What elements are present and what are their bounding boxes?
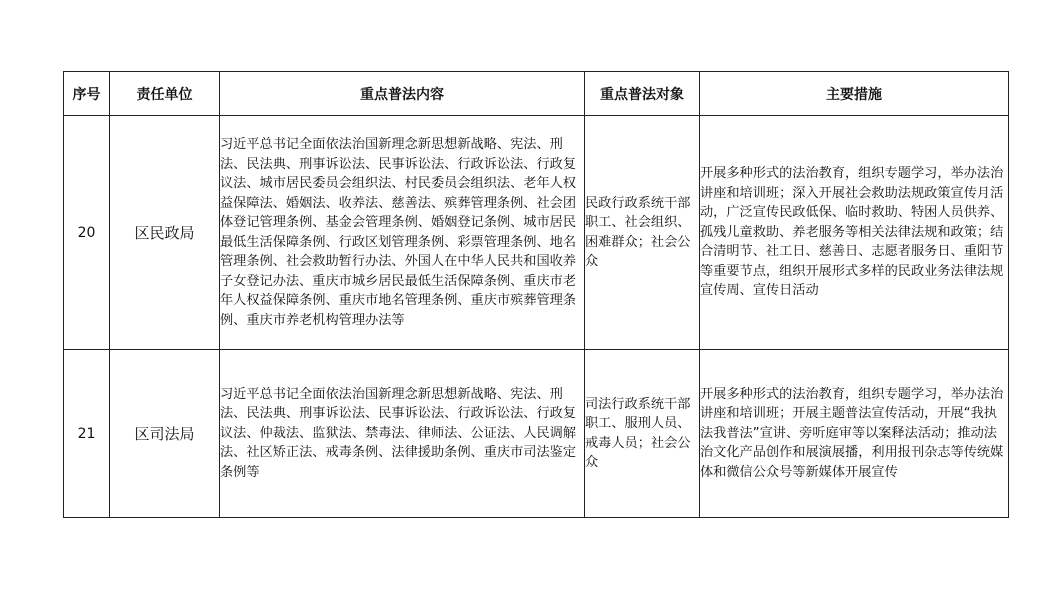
key-content-cell xyxy=(220,350,585,518)
table-header-row xyxy=(64,72,1009,116)
table-row xyxy=(64,350,1009,518)
responsible-unit: 区民政局 xyxy=(110,116,220,350)
row-number: 20 xyxy=(64,116,110,350)
law-popularization-table xyxy=(63,71,1009,518)
responsible-unit: 区司法局 xyxy=(110,350,220,518)
key-target-text: 民政行政系统干部职工、社会组织、困难群众；社会公众 xyxy=(585,195,691,269)
header-main-measures: 主要措施 xyxy=(700,72,1009,116)
header-key-content: 重点普法内容 xyxy=(220,72,585,116)
key-target-text: 司法行政系统干部职工、服刑人员、戒毒人员；社会公众 xyxy=(585,396,691,470)
key-content-cell xyxy=(220,116,585,350)
main-measures-cell xyxy=(700,116,1009,350)
row-number: 21 xyxy=(64,350,110,518)
main-measures-cell xyxy=(700,350,1009,518)
table-row xyxy=(64,116,1009,350)
key-target-cell xyxy=(585,350,700,518)
main-measures-text: 开展多种形式的法治教育，组织专题学习，举办法治讲座和培训班；开展主题普法宣传活动，开展“我执法我普法”宣讲、旁听庭审等以案释法活动；推动法治文化产品创作和展演展播，利用报刊杂志等传统媒体和微信公众号等新媒体开展宣传 xyxy=(700,386,1004,480)
key-content-text: 习近平总书记全面依法治国新理念新思想新战略、宪法、刑法、民法典、刑事诉讼法、民事诉讼法、行政诉讼法、行政复议法、城市居民委员会组织法、村民委员会组织法、老年人权益保障法、婚姻法、收养法、慈善法、殡葬管理条例、社会团体登记管理条例、基金会管理条例、婚姻登记条例、城市居民最低生活保障条例、行政区划管理条例、彩票管理条例、地名管理条例、社会救助暂行办法、外国人在中华人民共和国收养子女登记办法、重庆市城乡居民最低生活保障条例、重庆市老年人权益保障条例、重庆市地名管理条例、重庆市殡葬管理条例、重庆市养老机构管理办法等 xyxy=(220,137,577,328)
key-content-text: 习近平总书记全面依法治国新理念新思想新战略、宪法、刑法、民法典、刑事诉讼法、民事诉讼法、行政诉讼法、行政复议法、仲裁法、监狱法、禁毒法、律师法、公证法、人民调解法、社区矫正法、戒毒条例、法律援助条例、重庆市司法鉴定条例等 xyxy=(220,386,577,480)
key-target-cell xyxy=(585,116,700,350)
header-key-target: 重点普法对象 xyxy=(585,72,700,116)
main-measures-text: 开展多种形式的法治教育，组织专题学习，举办法治讲座和培训班；深入开展社会救助法规政策宣传月活动，广泛宣传民政低保、临时救助、特困人员供养、孤残儿童救助、养老服务等相关法律法规和政策；结合清明节、社工日、慈善日、志愿者服务日、重阳节等重要节点，组织开展形式多样的民政业务法律法规宣传周、宣传日活动 xyxy=(700,166,1004,299)
header-number: 序号 xyxy=(64,72,110,116)
header-responsible-unit: 责任单位 xyxy=(110,72,220,116)
